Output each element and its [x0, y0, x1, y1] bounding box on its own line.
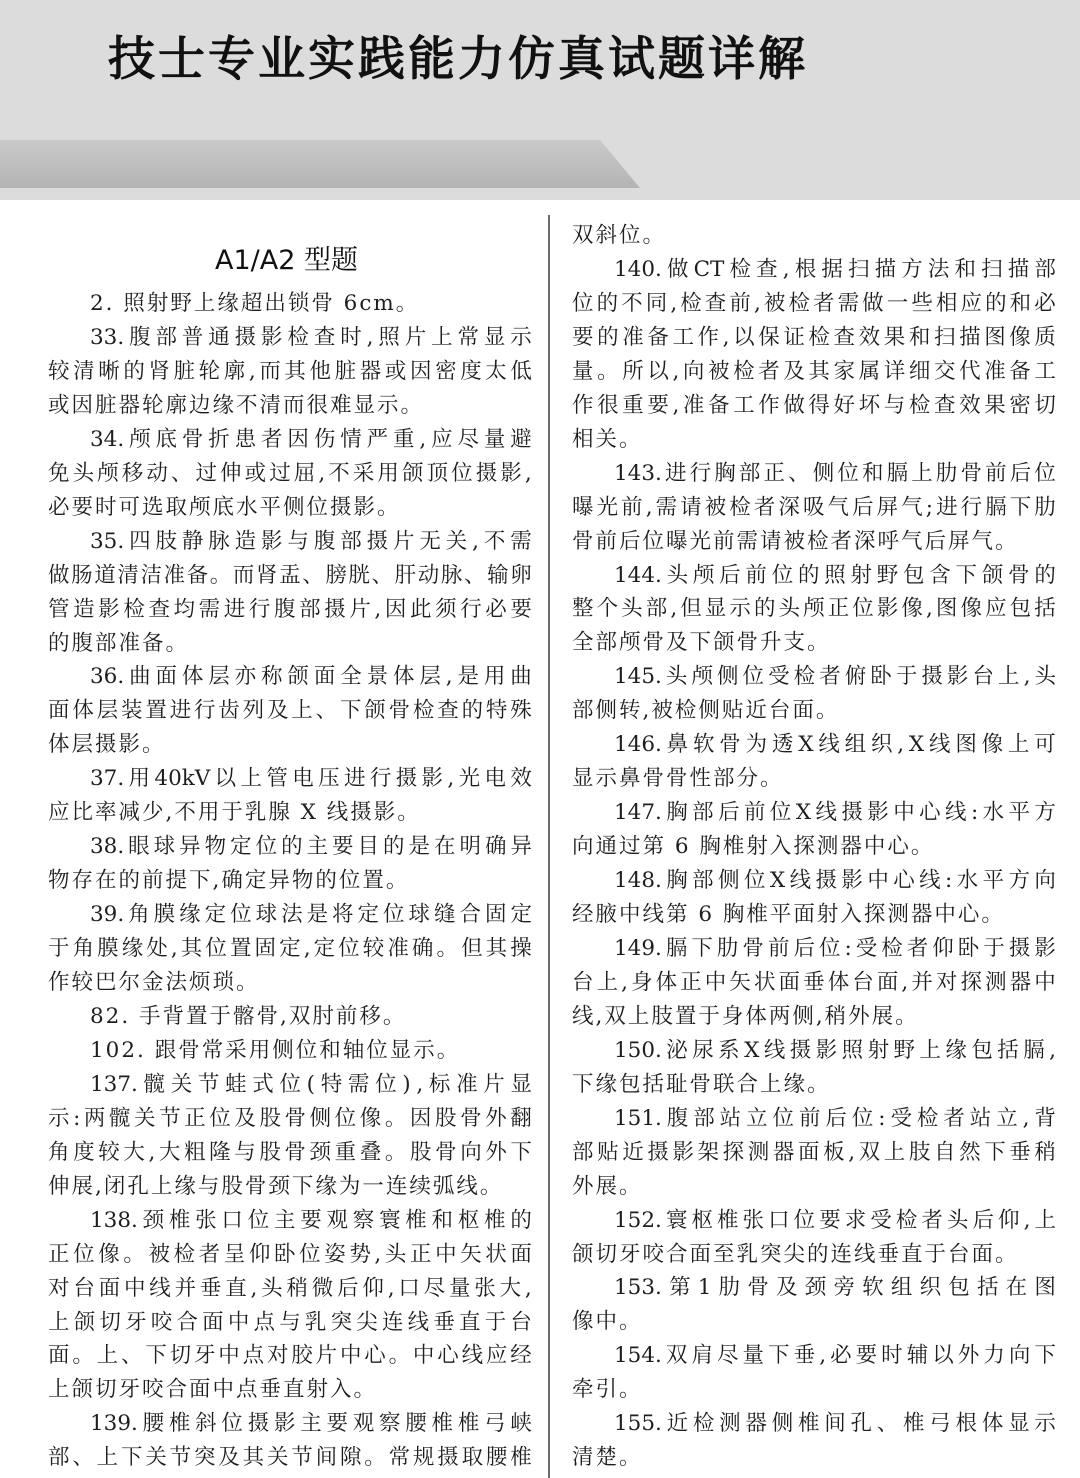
text-line: 面 体 层 装 置 进 行 齿 列 及 上 、 下 颌 骨 检 查 的 特 殊	[48, 698, 532, 724]
text-line: 位 的 不 同 , 检 查 前 , 被 检 者 需 做 一 些 相 应 的 和 必	[572, 290, 1056, 316]
text-line: 153. 第 1 肋 骨 及 颈 旁 软 组 织 包 括 在 图	[614, 1275, 1056, 1301]
text-line: 物存在的前提下,确定异物的位置。	[48, 868, 410, 894]
text-line: 全部颅骨及下颌骨升支。	[572, 630, 831, 656]
text-line: 双斜位。	[572, 223, 667, 248]
text-line: 149. 膈 下 肋 骨 前 后 位 : 受 检 者 仰 卧 于 摄 影	[614, 935, 1056, 961]
text-line: 外展。	[572, 1173, 643, 1199]
text-line: 显示鼻骨骨性部分。	[572, 766, 784, 792]
text-line: 角 度 较 大 , 大 粗 隆 与 股 骨 颈 重 叠 。 股 骨 向 外 下	[48, 1139, 532, 1165]
text-line: 139. 腰 椎 斜 位 摄 影 主 要 观 察 腰 椎 椎 弓 峡	[90, 1411, 532, 1437]
text-line: 示 : 两 髋 关 节 正 位 及 股 骨 侧 位 像 。 因 股 骨 外 翻	[48, 1105, 532, 1131]
text-line: 像中。	[572, 1309, 643, 1335]
text-line: 151. 腹 部 站 立 位 前 后 位 : 受 检 者 站 立 , 背	[614, 1105, 1056, 1131]
text-line: 2. 照射野上缘超出锁骨 6cm。	[90, 291, 420, 316]
page-title: 技士专业实践能力仿真试题详解	[108, 32, 808, 87]
text-line: 体层摄影。	[48, 732, 166, 758]
text-line: 相关。	[572, 426, 643, 452]
text-line: 必要时可选取颅底水平侧位摄影。	[48, 494, 401, 520]
text-line: 37. 用 40kV 以 上 管 电 压 进 行 摄 影 , 光 电 效	[90, 766, 532, 792]
text-line: 38. 眼 球 异 物 定 位 的 主 要 目 的 是 在 明 确 异	[90, 834, 532, 860]
text-line: 或因脏器轮廓边缘不清而很难显示。	[48, 392, 425, 418]
text-line: 较 清 晰 的 肾 脏 轮 廓 , 而 其 他 脏 器 或 因 密 度 太 低	[48, 358, 532, 384]
text-line: 部侧转,被检侧贴近台面。	[572, 698, 840, 724]
text-line: 102. 跟骨常采用侧位和轴位显示。	[90, 1037, 461, 1063]
text-line: 147. 胸 部 后 前 位 X 线 摄 影 中 心 线 : 水 平 方	[614, 800, 1056, 826]
text-line: 颌切牙咬合面至乳突尖的连线垂直于台面。	[572, 1241, 1019, 1267]
text-line: 34. 颅 底 骨 折 患 者 因 伤 情 严 重 , 应 尽 量 避	[90, 426, 532, 452]
text-line: 向通过第 6 胸椎射入探测器中心。	[572, 834, 935, 860]
header-band-plain	[640, 140, 1080, 188]
text-line: 线,双上肢置于身体两侧,稍外展。	[572, 1003, 919, 1029]
text-line: 上颌切牙咬合面中点垂直射入。	[48, 1377, 378, 1403]
text-line: 部 、 上 下 关 节 突 及 其 关 节 间 隙 。 常 规 摄 取 腰 椎	[48, 1445, 532, 1471]
text-line: 155. 近 检 测 器 侧 椎 间 孔 、 椎 弓 根 体 显 示	[614, 1411, 1056, 1437]
text-line: 伸展,闭孔上缘与股骨颈下缘为一连续弧线。	[48, 1173, 504, 1199]
text-line: 138. 颈 椎 张 口 位 主 要 观 察 寰 椎 和 枢 椎 的	[90, 1207, 532, 1233]
text-line: 整 个 头 部 , 但 显 示 的 头 颅 正 位 影 像 , 图 像 应 包 括	[572, 596, 1056, 622]
text-line: 清楚。	[572, 1445, 643, 1471]
text-line: 146. 鼻 软 骨 为 透 X 线 组 织 , X 线 图 像 上 可	[614, 732, 1056, 758]
text-line: 于 角 膜 缘 处 , 其 位 置 固 定 , 定 位 较 准 确 。 但 其 操	[48, 936, 532, 962]
text-line: 36. 曲 面 体 层 亦 称 颌 面 全 景 体 层 , 是 用 曲	[90, 664, 532, 690]
text-line: 牵引。	[572, 1377, 643, 1403]
text-line: 82. 手背置于髂骨,双肘前移。	[90, 1003, 407, 1029]
text-line: 经腋中线第 6 胸椎平面射入探测器中心。	[572, 902, 1005, 927]
text-line: 39. 角 膜 缘 定 位 球 法 是 将 定 位 球 缝 合 固 定	[90, 902, 532, 928]
text-line: 35. 四 肢 静 脉 造 影 与 腹 部 摄 片 无 关 , 不 需	[90, 528, 532, 554]
text-line: 154. 双 肩 尽 量 下 垂 , 必 要 时 辅 以 外 力 向 下	[614, 1343, 1056, 1369]
text-line: 145. 头 颅 侧 位 受 检 者 俯 卧 于 摄 影 台 上 , 头	[614, 664, 1056, 690]
text-line: 应比率减少,不用于乳腺 X 线摄影。	[48, 800, 421, 826]
text-line: 量 。 所 以 , 向 被 检 者 及 其 家 属 详 细 交 代 准 备 工	[572, 358, 1056, 384]
text-line: 152. 寰 枢 椎 张 口 位 要 求 受 检 者 头 后 仰 , 上	[614, 1207, 1056, 1233]
text-line: 150. 泌 尿 系 X 线 摄 影 照 射 野 上 缘 包 括 膈 ,	[614, 1037, 1056, 1063]
section-title: A1/A2 型题	[215, 245, 358, 276]
column-divider	[548, 215, 550, 1478]
text-line: 管 造 影 检 查 均 需 进 行 腹 部 摄 片 , 因 此 须 行 必 要	[48, 596, 532, 622]
text-line: 的腹部准备。	[48, 630, 190, 656]
text-line: 143. 进 行 胸 部 正 、 侧 位 和 膈 上 肋 骨 前 后 位	[614, 460, 1056, 486]
text-line: 台 上 , 身 体 正 中 矢 状 面 垂 体 台 面 , 并 对 探 测 器 中	[572, 969, 1056, 995]
text-line: 140. 做 CT 检 查 , 根 据 扫 描 方 法 和 扫 描 部	[614, 256, 1056, 282]
text-line: 137. 髋 关 节 蛙 式 位 ( 特 需 位 ) , 标 准 片 显	[90, 1071, 532, 1097]
text-line: 面 。 上 、 下 切 牙 中 点 对 胶 片 中 心 。 中 心 线 应 经	[48, 1343, 532, 1369]
text-line: 148. 胸 部 侧 位 X 线 摄 影 中 心 线 : 水 平 方 向	[614, 868, 1056, 894]
text-line: 144. 头 颅 后 前 位 的 照 射 野 包 含 下 颌 骨 的	[614, 562, 1056, 588]
text-line: 下缘包括耻骨联合上缘。	[572, 1071, 831, 1097]
text-line: 正 位 像 。 被 检 者 呈 仰 卧 位 姿 势 , 头 正 中 矢 状 面	[48, 1241, 532, 1267]
text-line: 上 颌 切 牙 咬 合 面 中 点 与 乳 突 尖 连 线 垂 直 于 台	[48, 1309, 532, 1335]
text-line: 对 台 面 中 线 并 垂 直 , 头 稍 微 后 仰 , 口 尽 量 张 大 ,	[48, 1275, 532, 1301]
text-line: 要 的 准 备 工 作 , 以 保 证 检 查 效 果 和 扫 描 图 像 质	[572, 324, 1056, 350]
text-line: 部 贴 近 摄 影 架 探 测 器 面 板 , 双 上 肢 自 然 下 垂 稍	[572, 1139, 1056, 1165]
text-line: 做 肠 道 清 洁 准 备 。 而 肾 盂 、 膀 胱 、 肝 动 脉 、 输 卵	[48, 562, 532, 588]
text-line: 作较巴尔金法烦琐。	[48, 970, 260, 995]
text-line: 曝 光 前 , 需 请 被 检 者 深 吸 气 后 屏 气 ; 进 行 膈 下 肋	[572, 494, 1056, 520]
text-line: 免 头 颅 移 动 、 过 伸 或 过 屈 , 不 采 用 颌 顶 位 摄 影 ,	[48, 460, 532, 486]
header-band-wedge	[600, 140, 640, 188]
text-line: 33. 腹 部 普 通 摄 影 检 查 时 , 照 片 上 常 显 示	[90, 324, 532, 350]
text-line: 骨前后位曝光前需请被检者深呼气后屏气。	[572, 528, 1019, 554]
text-line: 作 很 重 要 , 准 备 工 作 做 得 好 坏 与 检 查 效 果 密 切	[572, 392, 1056, 418]
